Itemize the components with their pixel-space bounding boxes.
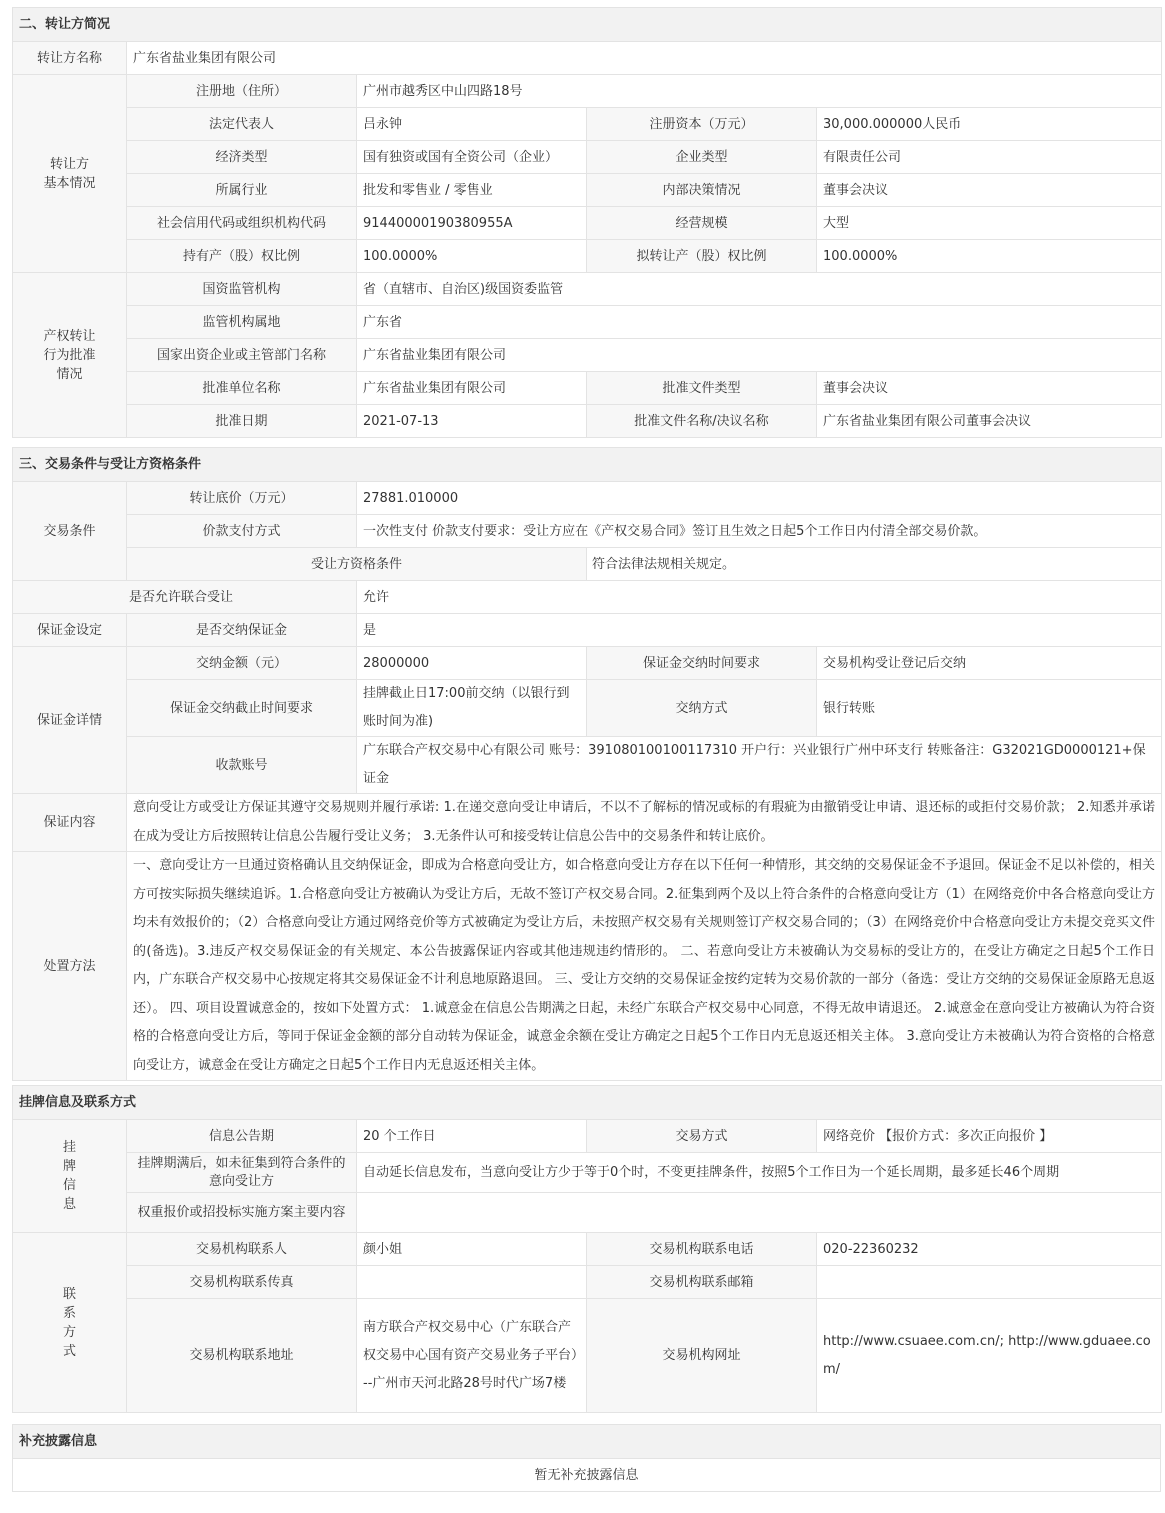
address-label: 注册地（住所） — [127, 75, 357, 108]
transferor-name-value: 广东省盐业集团有限公司 — [127, 42, 1162, 75]
conditions-table — [12, 447, 1162, 1081]
listing-table — [12, 1085, 1162, 1413]
econtype-value: 国有独资或国有全资公司（企业） — [357, 141, 587, 174]
credit-value: 91440000190380955A — [357, 207, 587, 240]
doctype-label: 批准文件类型 — [587, 372, 817, 405]
payment-value: 一次性支付 价款支付要求：受让方应在《产权交易合同》签订且生效之日起5个工作日内付清全部交易价款。 — [357, 515, 1162, 548]
transferor-table — [12, 7, 1162, 438]
address-contact-label: 交易机构联系地址 — [127, 1299, 357, 1413]
method-value: 银行转账 — [817, 680, 1162, 737]
enttype-value: 有限责任公司 — [817, 141, 1162, 174]
docname-value: 广东省盐业集团有限公司董事会决议 — [817, 405, 1162, 438]
section-listing — [12, 1085, 1161, 1413]
regloc-value: 广东省 — [357, 306, 1162, 339]
basic-info-group — [13, 75, 127, 273]
hold-value: 100.0000% — [357, 240, 587, 273]
joint-value: 允许 — [357, 581, 1162, 614]
price-value: 27881.010000 — [357, 482, 1162, 515]
weight-label: 权重报价或招投标实施方案主要内容 — [127, 1193, 357, 1233]
website-link[interactable]: http://www.csuaee.com.cn/; http://www.gduaee.com/ — [817, 1299, 1162, 1413]
scale-value: 大型 — [817, 207, 1162, 240]
approver-label: 批准单位名称 — [127, 372, 357, 405]
transferor-name-label: 转让方名称 — [13, 42, 127, 75]
group-line: 行为批准 — [43, 347, 96, 363]
amount-value: 28000000 — [357, 647, 587, 680]
supplement-table — [12, 1424, 1161, 1492]
method-label: 交纳方式 — [587, 680, 817, 737]
capital-value: 30,000.000000人民币 — [817, 108, 1162, 141]
website-label: 交易机构网址 — [587, 1299, 817, 1413]
group-line: 转让方 — [49, 156, 89, 172]
group-line: 方 — [62, 1324, 76, 1340]
approval-group — [13, 273, 127, 438]
group-line: 息 — [62, 1197, 76, 1212]
joint-label: 是否允许联合受让 — [13, 581, 357, 614]
regulator-label: 国资监管机构 — [127, 273, 357, 306]
regulator-value: 省（直辖市、自治区)级国资委监管 — [357, 273, 1162, 306]
doctype-value: 董事会决议 — [817, 372, 1162, 405]
period-label: 信息公告期 — [127, 1120, 357, 1153]
decision-value: 董事会决议 — [817, 174, 1162, 207]
deposit-question-value: 是 — [357, 614, 1162, 647]
deposit-question-label: 是否交纳保证金 — [127, 614, 357, 647]
transfer-ratio-label: 拟转让产（股）权比例 — [587, 240, 817, 273]
contact-group — [13, 1233, 127, 1413]
trademode-value: 网络竞价 【报价方式：多次正向报价 】 — [817, 1120, 1162, 1153]
industry-value: 批发和零售业 / 零售业 — [357, 174, 587, 207]
group-line: 式 — [62, 1343, 76, 1359]
group-line: 系 — [62, 1305, 76, 1321]
group-line: 挂 — [62, 1140, 76, 1155]
regloc-label: 监管机构属地 — [127, 306, 357, 339]
date-label: 批准日期 — [127, 405, 357, 438]
qualification-value: 符合法律法规相关规定。 — [587, 548, 1162, 581]
investor-label: 国家出资企业或主管部门名称 — [127, 339, 357, 372]
expire-label: 挂牌期满后，如未征集到符合条件的意向受让方 — [127, 1153, 357, 1193]
decision-label: 内部决策情况 — [587, 174, 817, 207]
investor-value: 广东省盐业集团有限公司 — [357, 339, 1162, 372]
capital-label: 注册资本（万元） — [587, 108, 817, 141]
deposit-detail-group: 保证金详情 — [13, 647, 127, 794]
group-line: 牌 — [62, 1159, 76, 1174]
price-label: 转让底价（万元） — [127, 482, 357, 515]
docname-label: 批准文件名称/决议名称 — [587, 405, 817, 438]
section-title: 三、交易条件与受让方资格条件 — [13, 448, 1162, 482]
econtype-label: 经济类型 — [127, 141, 357, 174]
qualification-label: 受让方资格条件 — [127, 548, 587, 581]
dispose-label: 处置方法 — [13, 852, 127, 1081]
group-line: 联 — [62, 1286, 76, 1302]
group-line: 情况 — [56, 366, 83, 382]
email-value — [817, 1266, 1162, 1299]
deadline-value: 挂牌截止日17:00前交纳（以银行到账时间为准) — [357, 680, 587, 737]
listing-group — [13, 1120, 127, 1233]
payment-label: 价款支付方式 — [127, 515, 357, 548]
date-value: 2021-07-13 — [357, 405, 587, 438]
account-label: 收款账号 — [127, 737, 357, 794]
group-line: 基本情况 — [43, 175, 96, 191]
address-contact-value: 南方联合产权交易中心（广东联合产权交易中心国有资产交易业务子平台）--广州市天河北路28号时代广场7楼 — [357, 1299, 587, 1413]
guarantee-value: 意向受让方或受让方保证其遵守交易规则并履行承诺: 1.在递交意向受让申请后，不以不了解标的情况或标的有瑕疵为由撤销受让申请、退还标的或拒付交易价款； 2.知悉并承诺在成为受让方后按照转让信息公告履行受让义务； 3.无条件认可和接受转让信息公告中的交易条件和转让底价。 — [127, 794, 1162, 852]
fax-value — [357, 1266, 587, 1299]
dispose-value: 一、意向受让方一旦通过资格确认且交纳保证金，即成为合格意向受让方，如合格意向受让方存在以下任何一种情形，其交纳的交易保证金不予退回。保证金不足以补偿的，相关方可按实际损失继续追诉。1.合格意向受让方被确认为受让方后，无故不签订产权交易合同。2.征集到两个及以上符合条件的合格意向受让方（1）在网络竞价中各合格意向受让方均未有效报价的；（2）合格意向受让方通过网络竞价等方式被确定为受让方后，未按照产权交易有关规则签订产权交易合同的；（3）在网络竞价中合格意向受让方未提交竞买文件的(备选)。3.违反产权交易保证金的有关规定、本公告披露保证内容或其他违规违约情形的。 二、若意向受让方未被确认为交易标的受让方的，在受让方确定之日起5个工作日内，广东联合产权交易中心按规定将其交易保证金不计利息地原路退回。 三、受让方交纳的交易保证金按约定转为交易价款的一部分（备选：受让方交纳的交易保证金原路无息返还）。 四、项目设置诚意金的，按如下处置方式： 1.诚意金在信息公告期满之日起，未经广东联合产权交易中心同意，不得无故申请退还。 2.诚意金在意向受让方被确认为符合资格的合格意向受让方后，等同于保证金金额的部分自动转为保证金，诚意金余额在受让方确定之日起5个工作日内无息返还相关主体。 3.意向受让方未被确认为符合资格的合格意向受让方，诚意金在受让方确定之日起5个工作日内无息返还相关主体。 — [127, 852, 1162, 1081]
period-value: 20 个工作日 — [357, 1120, 587, 1153]
amount-label: 交纳金额（元） — [127, 647, 357, 680]
address-value: 广州市越秀区中山四路18号 — [357, 75, 1162, 108]
group-line: 信 — [62, 1178, 76, 1193]
approver-value: 广东省盐业集团有限公司 — [357, 372, 587, 405]
fax-label: 交易机构联系传真 — [127, 1266, 357, 1299]
phone-value: 020-22360232 — [817, 1233, 1162, 1266]
expire-value: 自动延长信息发布，当意向受让方少于等于0个时，不变更挂牌条件，按照5个工作日为一个延长周期，最多延长46个周期 — [357, 1153, 1162, 1193]
section-transferor — [12, 7, 1161, 438]
credit-label: 社会信用代码或组织机构代码 — [127, 207, 357, 240]
trademode-label: 交易方式 — [587, 1120, 817, 1153]
industry-label: 所属行业 — [127, 174, 357, 207]
deposit-group: 保证金设定 — [13, 614, 127, 647]
section-supplement — [12, 1424, 1161, 1492]
scale-label: 经营规模 — [587, 207, 817, 240]
enttype-label: 企业类型 — [587, 141, 817, 174]
hold-label: 持有产（股）权比例 — [127, 240, 357, 273]
transfer-ratio-value: 100.0000% — [817, 240, 1162, 273]
account-value: 广东联合产权交易中心有限公司 账号：391080100100117310 开户行：兴业银行广州中环支行 转账备注：G32021GD0000121+保证金 — [357, 737, 1162, 794]
timereq-value: 交易机构受让登记后交纳 — [817, 647, 1162, 680]
phone-label: 交易机构联系电话 — [587, 1233, 817, 1266]
weight-value — [357, 1193, 1162, 1233]
rep-value: 吕永钟 — [357, 108, 587, 141]
conditions-group: 交易条件 — [13, 482, 127, 581]
guarantee-label: 保证内容 — [13, 794, 127, 852]
group-line: 产权转让 — [43, 328, 96, 344]
supplement-value: 暂无补充披露信息 — [13, 1459, 1161, 1492]
deadline-label: 保证金交纳截止时间要求 — [127, 680, 357, 737]
section-title: 补充披露信息 — [13, 1425, 1161, 1459]
section-conditions — [12, 447, 1161, 1081]
timereq-label: 保证金交纳时间要求 — [587, 647, 817, 680]
person-label: 交易机构联系人 — [127, 1233, 357, 1266]
rep-label: 法定代表人 — [127, 108, 357, 141]
section-title: 二、转让方简况 — [13, 8, 1162, 42]
email-label: 交易机构联系邮箱 — [587, 1266, 817, 1299]
section-title: 挂牌信息及联系方式 — [13, 1086, 1162, 1120]
person-value: 颜小姐 — [357, 1233, 587, 1266]
